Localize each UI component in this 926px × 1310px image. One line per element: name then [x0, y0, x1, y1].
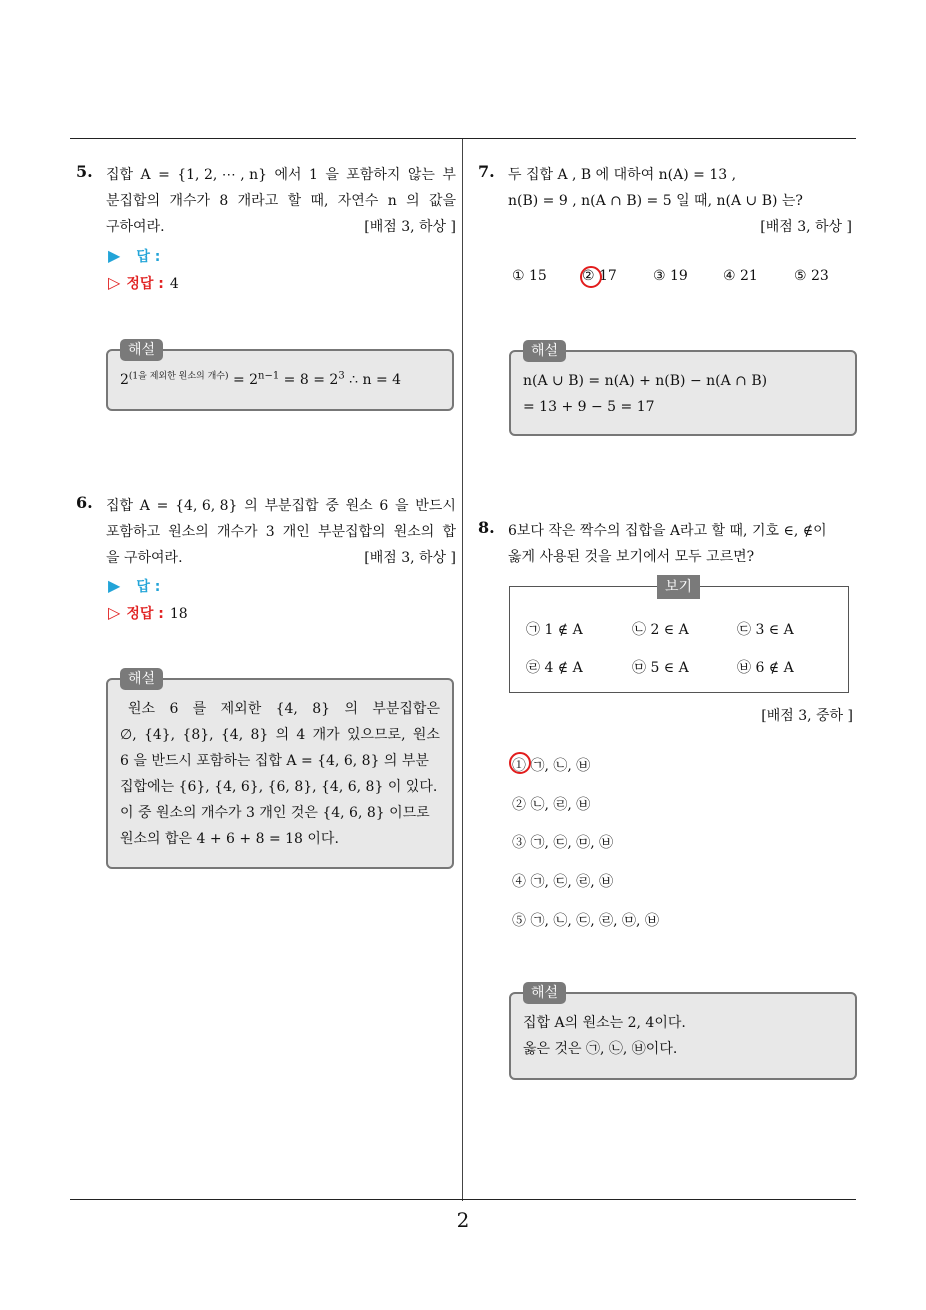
choice-5[interactable]: ⑤ 23: [794, 268, 829, 284]
solution-content: [108, 680, 452, 862]
correct-label: 정답 :: [126, 606, 164, 622]
word: 부분집합: [264, 498, 319, 514]
word: 개가: [312, 727, 340, 743]
word: {4},: [143, 727, 176, 743]
solution-tag: 해설: [523, 340, 566, 362]
word: 개수가: [216, 524, 258, 540]
word: 을: [395, 498, 409, 514]
solution-line: n(A ∪ B) = n(A) + n(B) − n(A ∩ B): [523, 373, 768, 389]
word: 의: [344, 701, 358, 717]
option-1[interactable]: ① ㉠, ㉡, ㉥: [512, 758, 591, 774]
bogi-item: ㉣ 4 ∉ A: [526, 660, 583, 676]
page-number: 2: [456, 1208, 470, 1232]
solution-line: 집합 A의 원소는 2, 4이다.: [523, 1015, 686, 1031]
bogi-item: ㉠ 1 ∉ A: [526, 622, 583, 638]
solution-tag: 해설: [523, 982, 566, 1004]
correct-value: 18: [169, 606, 188, 622]
bogi-box: [509, 579, 849, 693]
play-icon: ▶: [108, 576, 121, 595]
choice-1[interactable]: ① 15: [512, 268, 547, 284]
word: 않는: [407, 167, 435, 183]
play-outline-icon: ▷: [108, 273, 121, 292]
problem-line: [106, 545, 456, 571]
option-3[interactable]: ③ ㉠, ㉢, ㉤, ㉥: [512, 835, 614, 851]
solution-line: 6 을 반드시 포함하는 집합 A = {4, 6, 8} 의 부분: [120, 753, 429, 769]
solution-line: [120, 696, 440, 722]
word: A: [140, 167, 151, 183]
choice-4[interactable]: ④ 21: [723, 268, 758, 284]
problem-number: 5.: [76, 162, 93, 181]
word: 을: [325, 167, 339, 183]
word: 8}: [312, 701, 331, 717]
word: 의: [244, 498, 258, 514]
column-divider: [462, 139, 463, 1201]
problem-number: 6.: [76, 493, 93, 512]
score-meta: [배점 3, 중하 ]: [761, 708, 853, 724]
word: n: [387, 193, 397, 209]
word: A: [139, 498, 150, 514]
solution-box: [509, 343, 857, 436]
word: {4,: [220, 727, 244, 743]
word: {1, 2, ⋯ , n}: [177, 167, 268, 183]
word: {4,: [275, 701, 298, 717]
solution-superscript: 3: [338, 370, 345, 382]
bogi-item: ㉡ 2 ∈ A: [632, 622, 689, 638]
problem-line: [106, 162, 456, 188]
word: 집합: [106, 167, 134, 183]
word: 반드시: [415, 498, 456, 514]
option-2[interactable]: ② ㉡, ㉣, ㉥: [512, 797, 591, 813]
bottom-rule: [70, 1199, 856, 1200]
word: 8: [219, 193, 229, 209]
word: 의: [275, 727, 290, 743]
word: 포함하고: [106, 524, 161, 540]
problem-text: [106, 493, 456, 571]
problem-number: 7.: [478, 162, 495, 181]
word: 1: [308, 167, 318, 183]
play-outline-icon: ▷: [108, 603, 121, 622]
word: 할: [287, 193, 302, 209]
problem-line-end: 구하여라.: [106, 219, 165, 235]
word: 집합: [106, 498, 134, 514]
word: 원소: [345, 498, 373, 514]
problem-line: [106, 493, 456, 519]
word: 6: [169, 701, 179, 717]
word: 값을: [428, 193, 456, 209]
word: 있으므로,: [346, 727, 406, 743]
word: =: [158, 167, 170, 183]
problem-line: 옳게 사용된 것을 보기에서 모두 고르면?: [508, 549, 755, 565]
bogi-item: ㉤ 5 ∈ A: [632, 660, 689, 676]
solution-text: ∴ n = 4: [344, 372, 402, 388]
top-rule: [70, 138, 856, 139]
word: 원소: [128, 701, 156, 717]
problem-line: [106, 214, 456, 240]
answer-circle-icon: [509, 752, 531, 774]
correct-answer-row: [108, 603, 188, 623]
word: 의: [406, 193, 420, 209]
word: 합: [442, 524, 456, 540]
solution-line: 집합에는 {6}, {4, 6}, {6, 8}, {4, 6, 8} 이 있다.: [120, 779, 438, 795]
word: 분집합의: [106, 193, 161, 209]
solution-text: = 8 = 2: [279, 372, 339, 388]
word: 8}: [250, 727, 269, 743]
answer-label: 답 :: [136, 579, 161, 595]
solution-line: = 13 + 9 − 5 = 17: [523, 399, 655, 415]
word: 4: [296, 727, 306, 743]
choice-3[interactable]: ③ 19: [653, 268, 688, 284]
word: {4, 6, 8}: [175, 498, 238, 514]
problem-text: [508, 518, 858, 570]
word: 원소: [412, 727, 440, 743]
word: 개인: [282, 524, 310, 540]
bogi-item: ㉢ 3 ∈ A: [737, 622, 794, 638]
problem-line: [106, 188, 456, 214]
word: =: [156, 498, 169, 514]
word: 포함하지: [346, 167, 401, 183]
solution-superscript: (1을 제외한 원소의 개수): [128, 371, 229, 382]
solution-base: 2: [120, 372, 129, 388]
bogi-item: ㉥ 6 ∉ A: [737, 660, 794, 676]
solution-line: [120, 722, 440, 748]
solution-line: 이 중 원소의 개수가 3 개인 것은 {4, 6, 8} 이므로: [120, 805, 430, 821]
solution-box: [106, 342, 454, 411]
problem-number: 8.: [478, 518, 495, 537]
problem-text: [106, 162, 456, 240]
solution-tag: 해설: [120, 668, 163, 690]
answer-label: 답 :: [136, 249, 161, 265]
word: ∅,: [120, 727, 137, 743]
word: 원소의: [168, 524, 209, 540]
solution-box: [106, 671, 454, 869]
problem-text: [508, 162, 852, 240]
choice-list: [512, 268, 852, 292]
problem-line-end: 을 구하여라.: [106, 550, 183, 566]
score-meta: [배점 3, 하상 ]: [760, 219, 852, 235]
answer-row: [108, 246, 160, 266]
word: 제외한: [220, 701, 262, 717]
word: 를: [192, 701, 207, 717]
bogi-title: 보기: [657, 575, 700, 599]
word: 3: [265, 524, 275, 540]
word: 개수가: [169, 193, 211, 209]
solution-line: 옳은 것은 ㉠, ㉡, ㉥이다.: [523, 1041, 678, 1057]
score-meta: [배점 3, 하상 ]: [364, 550, 456, 566]
answer-circle-icon: [580, 266, 602, 288]
correct-answer-row: [108, 273, 179, 293]
word: 개라고: [237, 193, 279, 209]
problem-line: 6보다 작은 짝수의 집합을 A라고 할 때, 기호 ∈, ∉이: [508, 523, 827, 539]
solution-content: [511, 352, 855, 430]
problem-line: [106, 519, 456, 545]
choice-2[interactable]: ② 17: [582, 268, 617, 284]
word: 때,: [310, 193, 329, 209]
answer-row: [108, 576, 160, 596]
word: 원소의: [393, 524, 435, 540]
word: {8},: [182, 727, 214, 743]
problem-line: 두 집합 A , B 에 대하여 n(A) = 13 ,: [508, 167, 737, 183]
score-meta: [배점 3, 하상 ]: [364, 219, 456, 235]
word: 중: [325, 498, 339, 514]
option-5[interactable]: ⑤ ㉠, ㉡, ㉢, ㉣, ㉤, ㉥: [512, 913, 659, 929]
word: 에서: [274, 167, 302, 183]
solution-line: 원소의 합은 4 + 6 + 8 = 18 이다.: [120, 831, 339, 847]
correct-value: 4: [169, 276, 179, 292]
play-icon: ▶: [108, 246, 121, 265]
word: 자연수: [337, 193, 379, 209]
solution-box: [509, 985, 857, 1080]
word: 6: [379, 498, 389, 514]
option-4[interactable]: ④ ㉠, ㉢, ㉣, ㉥: [512, 874, 614, 890]
solution-tag: 해설: [120, 339, 163, 361]
problem-line: n(B) = 9 , n(A ∩ B) = 5 일 때, n(A ∪ B) 는?: [508, 193, 803, 209]
solution-superscript: n−1: [258, 370, 280, 382]
word: 부분집합의: [317, 524, 386, 540]
solution-text: = 2: [228, 372, 259, 388]
word: 부: [442, 167, 456, 183]
correct-label: 정답 :: [126, 276, 164, 292]
solution-content: [511, 994, 855, 1072]
word: 부분집합은: [372, 701, 440, 717]
